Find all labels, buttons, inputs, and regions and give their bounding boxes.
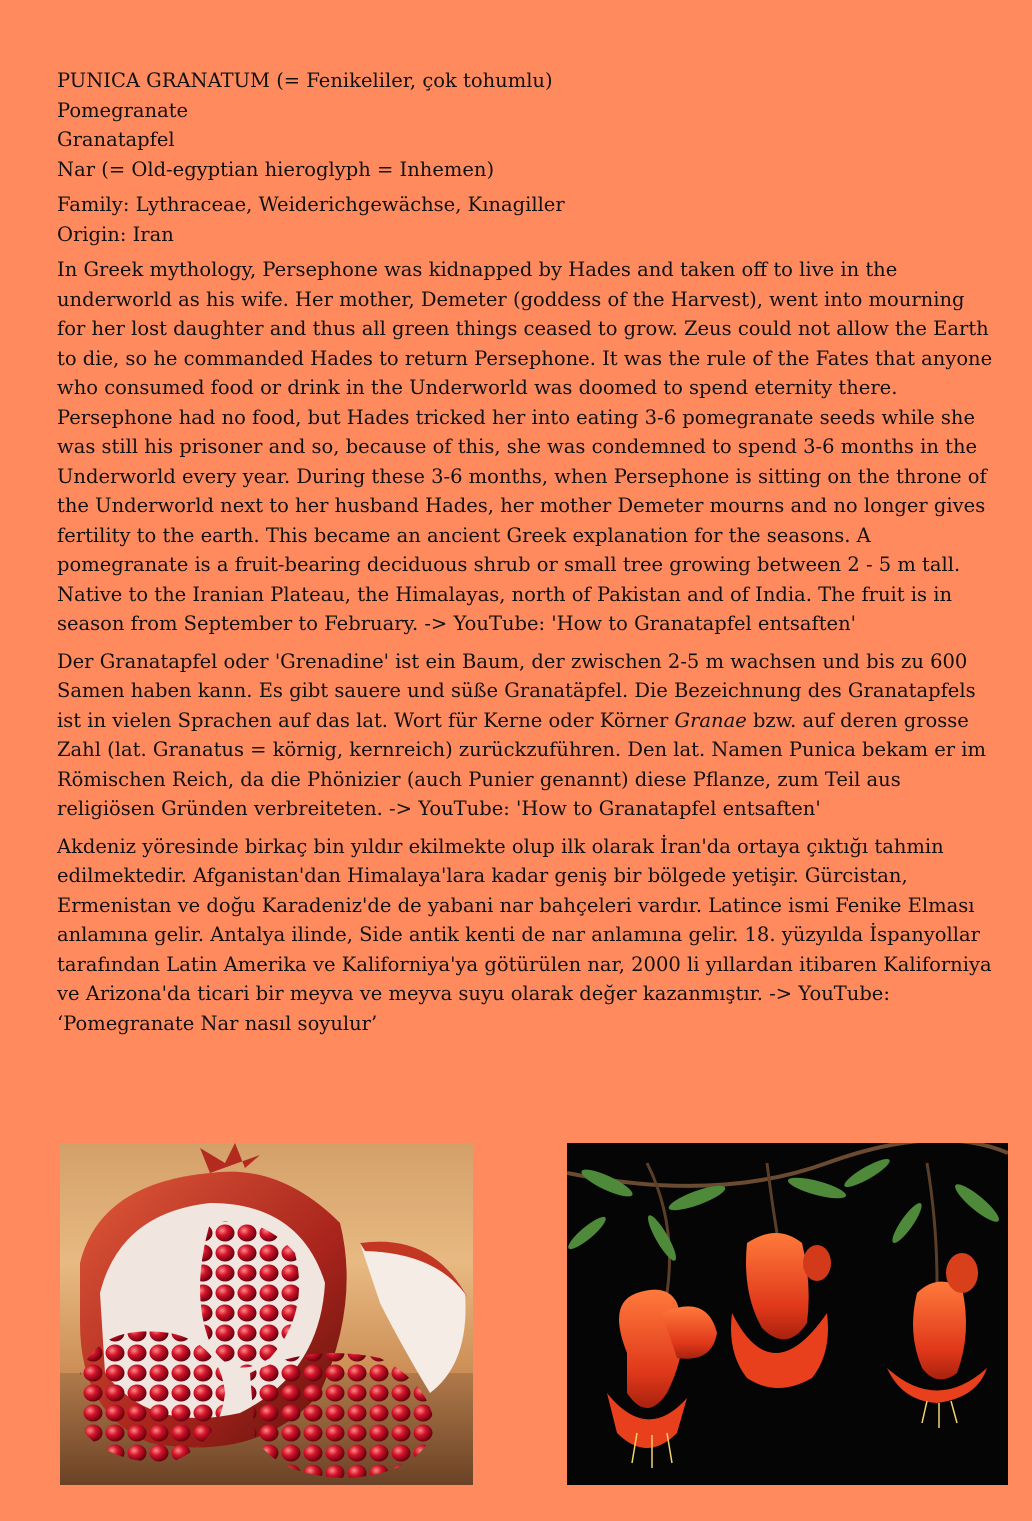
- german-text-start: Der Granatapfel oder 'Grenadine' ist ein Baum, der zwischen 2-5 m wachsen und bis zu 600 Samen haben kann. Es gibt sauere und süße Granatäpfel. Die Bezeichnung des Granatapfels ist in vielen Sprachen auf das lat. Wort für Kerne oder Körner: [57, 649, 976, 732]
- turkish-name: Nar (= Old-egyptian hieroglyph = Inhemen): [57, 157, 495, 181]
- german-name: Granatapfel: [57, 128, 175, 151]
- article: [57, 66, 997, 1046]
- title-block: [57, 66, 997, 184]
- english-name: Pomegranate: [57, 98, 189, 122]
- flower-center: [731, 1233, 831, 1388]
- pomegranate-crown: [200, 1143, 260, 1173]
- turkish-paragraph: Akdeniz yöresinde birkaç bin yıldır ekilmekte olup ilk olarak İran'da ortaya çıktığı tahmin edilmektedir. Afganistan'dan Himalaya'lara kadar geniş bir bölgede yetişir. Gürcistan, Ermenistan ve doğu Karadeniz'de de yabani nar bahçeleri vardır. Latince ismi Fenike Elması anlamına gelir. Antalya ilinde, Side antik kenti de nar anlamına gelir. 18. yüzyılda İspanyollar tarafından Latin Amerika ve Kaliforniya'ya götürülen nar, 2000 li yıllardan itibaren Kaliforniya ve Arizona'da ticari bir meyva ve meyva suyu olarak değer kazanmıştır. -> YouTube: ‘Pomegranate Nar nasıl soyulur’: [57, 834, 992, 1035]
- taxonomy-block: [57, 190, 997, 249]
- german-italic-term: Granae: [674, 708, 747, 732]
- pomegranate-flowers-photo: [567, 1143, 1008, 1485]
- pomegranate-fruit-illustration: [60, 1143, 473, 1485]
- pomegranate-flowers-illustration: [567, 1143, 1008, 1485]
- seed-cluster-right: [250, 1353, 435, 1478]
- english-paragraph: In Greek mythology, Persephone was kidnapped by Hades and taken off to live in the underworld as his wife. Her mother, Demeter (goddess of the Harvest), went into mourning for her lost daughter and thus all green things ceased to grow. Zeus could not allow the Earth to die, so he commanded Hades to return Persephone. It was the rule of the Fates that anyone who consumed food or drink in the Underworld was doomed to spend eternity there. Persephone had no food, but Hades tricked her into eating 3-6 pomegranate seeds while she was still his prisoner and so, because of this, she was condemned to spend 3-6 months in the Underworld every year. During these 3-6 months, when Persephone is sitting on the throne of the Underworld next to her husband Hades, her mother Demeter mourns and no longer gives fertility to the earth. This became an ancient Greek explanation for the seasons. A pomegranate is a fruit-bearing deciduous shrub or small tree growing between 2 - 5 m tall. Native to the Iranian Plateau, the Himalayas, north of Pakistan and of India. The fruit is in season from September to February. -> YouTube: 'How to Granatapfel entsaften': [57, 258, 993, 635]
- stem-right: [927, 1163, 937, 1283]
- german-text-end: bzw. auf deren grosse Zahl (lat. Granatus = körnig, kernreich) zurückzuführen. Den lat. Namen Punica bekam er im Römischen Reich, da die Phönizier (auch Punier genannt) diese Pflanze, zum Teil aus religiösen Gründen verbreiteten. -> YouTube: 'How to Granatapfel entsaften': [57, 708, 986, 820]
- stem-center: [767, 1163, 777, 1233]
- family-line: Family: Lythraceae, Weiderichgewächse, Kınagiller: [57, 193, 565, 216]
- pomegranate-fruit-photo: [60, 1143, 473, 1485]
- german-paragraph: [57, 647, 997, 824]
- scientific-name: PUNICA GRANATUM (= Fenikeliler, çok tohumlu): [57, 69, 553, 92]
- flower-left: [607, 1290, 717, 1468]
- flower-bud: [803, 1245, 831, 1281]
- origin-line: Origin: Iran: [57, 222, 174, 246]
- branch: [567, 1143, 1008, 1186]
